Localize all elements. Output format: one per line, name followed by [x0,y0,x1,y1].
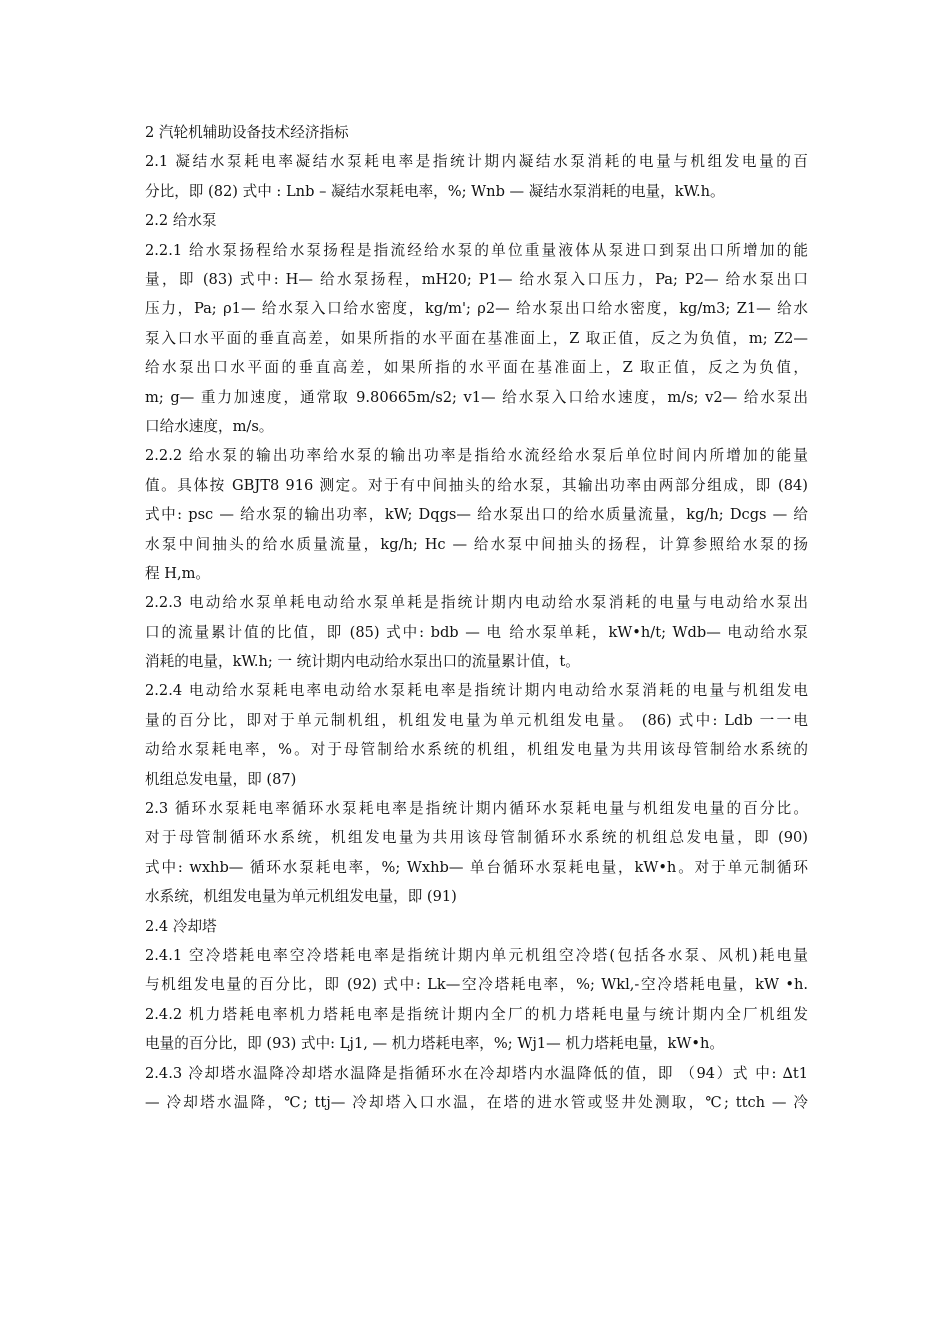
text-line: 与机组发电量的百分比，即 (92) 式中: Lk—空冷塔耗电率，%; Wkl,-空冷塔耗电量，kW •h. [145,976,808,994]
paragraph [145,588,808,676]
paragraph [145,236,808,442]
text-line: 式中: wxhb— 循环水泵耗电率，%; Wxhb— 单台循环水泵耗电量，kW•h。对于单元制循环 [145,858,808,876]
text-line: 动给水泵耗电率，%。对于母管制给水系统的机组，机组发电量为共用该母管制给水系统的 [145,741,808,759]
text-line: 2.4.3 冷却塔水温降冷却塔水温降是指循环水在冷却塔内水温降低的值，即 （94）式 中: ∆t1 [145,1064,808,1082]
paragraph [145,794,808,912]
text-line: 水泵中间抽头的给水质量流量，kg/h; Hc — 给水泵中间抽头的扬程，计算参照给水泵的扬 [145,535,808,553]
text-line: 程 H,m。 [145,564,211,582]
text-line: 分比，即 (82) 式中 : Lnb – 凝结水泵耗电率，%; Wnb — 凝结水泵消耗的电量，kW.h。 [145,182,725,200]
paragraph [145,676,808,794]
text-line: 电量的百分比，即 (93) 式中: Lj1, — 机力塔耗电率，%; Wj1— 机力塔耗电量，kW•h。 [145,1035,724,1053]
text-line: 2.4.2 机力塔耗电率机力塔耗电率是指统计期内全厂的机力塔耗电量与统计期内全厂机组发 [145,1005,808,1023]
section-heading [145,206,808,235]
text-line: 2.4 冷却塔 [145,917,217,935]
text-line: 2.1 凝结水泵耗电率凝结水泵耗电率是指统计期内凝结水泵消耗的电量与机组发电量的百 [145,153,808,171]
paragraph [145,1000,808,1059]
text-line: 2 汽轮机辅助设备技术经济指标 [145,124,349,141]
text-line: 对于母管制循环水系统，机组发电量为共用该母管制循环水系统的机组总发电量，即 (90) [145,829,808,847]
text-line: 值。具体按 GBJT8 916 测定。对于有中间抽头的给水泵，其输出功率由两部分组成，即 (84) [145,476,808,494]
text-line: 2.2.3 电动给水泵单耗电动给水泵单耗是指统计期内电动给水泵消耗的电量与电动给水泵出 [145,594,808,612]
section-heading [145,118,808,147]
paragraph [145,441,808,588]
text-line: 2.2.2 给水泵的输出功率给水泵的输出功率是指给水流经给水泵后单位时间内所增加的能量 [145,447,808,465]
text-line: 2.3 循环水泵耗电率循环水泵耗电率是指统计期内循环水泵耗电量与机组发电量的百分比。 [145,800,808,818]
text-line: 2.2.1 给水泵扬程给水泵扬程是指流经给水泵的单位重量液体从泵进口到泵出口所增加的能 [145,241,808,259]
text-line: 机组总发电量，即 (87) [145,770,297,788]
text-line: 水系统，机组发电量为单元机组发电量，即 (91) [145,888,457,906]
paragraph [145,147,808,206]
paragraph [145,941,808,1000]
text-line: 压力，Pa; ρ1— 给水泵入口给水密度，kg/m'; ρ2— 给水泵出口给水密度，kg/m3; Z1— 给水 [145,300,808,318]
text-line: 消耗的电量，kW.h; 一 统计期内电动给水泵出口的流量累计值，t。 [145,653,580,671]
text-line: 式中: psc — 给水泵的输出功率，kW; Dqgs— 给水泵出口的给水质量流量，kg/h; Dcgs — 给 [145,506,808,524]
document-body [145,118,808,1117]
paragraph [145,1059,808,1118]
section-heading [145,912,808,941]
text-line: 给水泵出口水平面的垂直高差，如果所指的水平面在基准面上，Z 取正值，反之为负值， [145,359,808,377]
text-line: 量的百分比，即对于单元制机组，机组发电量为单元机组发电量。 (86) 式中: Ldb 一一电 [145,711,808,729]
text-line: 口的流量累计值的比值，即 (85) 式中: bdb — 电 给水泵单耗，kW•h/t; Wdb— 电动给水泵 [145,623,808,641]
text-line: 2.2.4 电动给水泵耗电率电动给水泵耗电率是指统计期内电动给水泵消耗的电量与机组发电 [145,682,808,700]
text-line: 2.4.1 空冷塔耗电率空冷塔耗电率是指统计期内单元机组空冷塔(包括各水泵、风机)耗电量 [145,946,808,964]
text-line: 口给水速度，m/s。 [145,417,274,435]
text-line: m; g— 重力加速度，通常取 9.80665m/s2; v1— 给水泵入口给水速度，m/s; v2— 给水泵出 [145,388,808,406]
text-line: 量，即 (83) 式中: H— 给水泵扬程，mH20; P1— 给水泵入口压力，Pa; P2— 给水泵出口 [145,270,808,288]
text-line: 泵入口水平面的垂直高差，如果所指的水平面在基准面上，Z 取正值，反之为负值，m; Z2— [145,329,808,347]
text-line: 2.2 给水泵 [145,212,217,230]
text-line: — 冷却塔水温降，℃; ttj— 冷却塔入口水温，在塔的进水管或竖井处测取，℃; ttch — 冷 [145,1093,808,1111]
